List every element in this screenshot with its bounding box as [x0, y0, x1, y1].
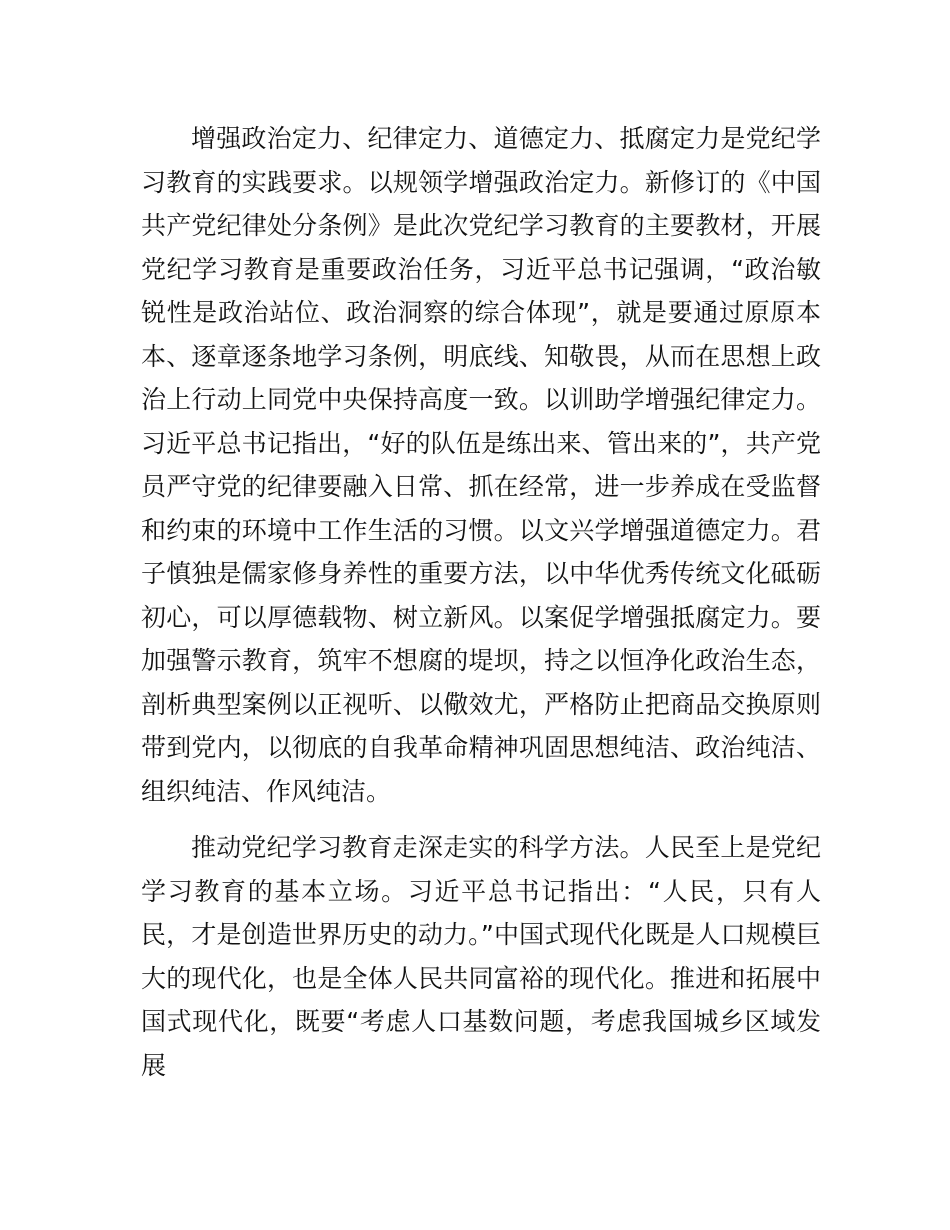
paragraph-scientific-methods: 推动党纪学习教育走深走实的科学方法。人民至上是党纪学习教育的基本立场。习近平总书记指出：“人民，只有人民，才是创造世界历史的动力。”中国式现代化既是人口规模巨大的现代化，也是全体人民共同富裕的现代化。推进和拓展中国式现代化，既要“考虑人口基数问题，考虑我国城乡区域发展 [141, 833, 821, 1080]
document-body [141, 117, 821, 1087]
paragraph-discipline-requirements: 增强政治定力、纪律定力、道德定力、抵腐定力是党纪学习教育的实践要求。以规领学增强政治定力。新修订的《中国共产党纪律处分条例》是此次党纪学习教育的主要教材，开展党纪学习教育是重要政治任务，习近平总书记强调，“政治敏锐性是政治站位、政治洞察的综合体现”，就是要通过原原本本、逐章逐条地学习条例，明底线、知敬畏，从而在思想上政治上行动上同党中央保持高度一致。以训助学增强纪律定力。习近平总书记指出，“好的队伍是练出来、管出来的”，共产党员严守党的纪律要融入日常、抓在经常，进一步养成在受监督和约束的环境中工作生活的习惯。以文兴学增强道德定力。君子慎独是儒家修身养性的重要方法，以中华优秀传统文化砥砺初心，可以厚德载物、树立新风。以案促学增强抵腐定力。要加强警示教育，筑牢不想腐的堤坝，持之以恒净化政治生态，剖析典型案例以正视听、以儆效尤，严格防止把商品交换原则带到党内，以彻底的自我革命精神巩固思想纯洁、政治纯洁、组织纯洁、作风纯洁。 [141, 124, 821, 806]
